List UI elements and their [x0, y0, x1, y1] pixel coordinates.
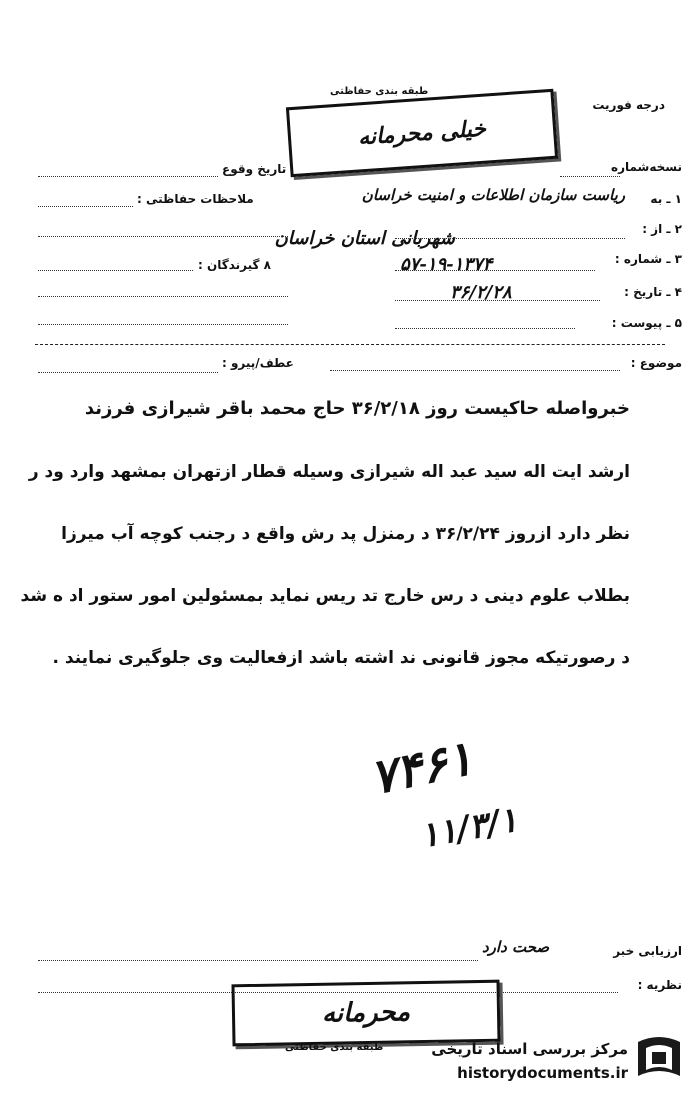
priority-stamp-caption: طبقه بندی حفاظتی [330, 86, 429, 97]
reference-label: عطف/پیرو : [222, 356, 294, 370]
date-label: ۴ ـ تاریخ : [624, 285, 682, 299]
reference-line [38, 372, 218, 373]
event-date-line [38, 176, 218, 177]
classification-stamp-text: محرمانه [321, 997, 411, 1029]
handwritten-date: ۱۱/۳/۱ [417, 799, 521, 857]
archive-logo-icon [632, 1034, 686, 1084]
number-label: ۳ ـ شماره : [614, 252, 682, 266]
date-line [395, 300, 600, 301]
evaluation-value: صحت دارد [482, 938, 550, 956]
to-label: ۱ ـ به [650, 192, 682, 206]
body-line-4: بطلاب علوم دینی د رس خارج تد ریس نماید بمسئولین امور ستور اد ه شد [20, 586, 630, 606]
priority-label: درجه فوریت [592, 98, 665, 112]
to-suffix-line [38, 206, 133, 207]
attachment-label: ۵ ـ پیوست : [611, 316, 682, 330]
evaluation-label: ارزیابی خبر [613, 944, 682, 958]
copy-number-line [560, 176, 620, 177]
evaluation-line [38, 960, 478, 961]
body-line-1: خبرواصله حاکیست روز ۳۶/۲/۱۸ حاج محمد باقر شیرازی فرزند [84, 398, 630, 419]
recipients-line [38, 270, 193, 271]
date-value: ۳۶/۲/۲۸ [450, 282, 512, 303]
to-value: ریاست سازمان اطلاعات و امنیت خراسان [361, 186, 625, 204]
archive-website: historydocuments.ir [457, 1064, 628, 1082]
body-line-3: نظر دارد ازروز ۳۶/۲/۲۴ د رمنزل پد رش واقع د رجنب کوچه آب میرزا [61, 524, 630, 544]
archive-org-name: مرکز بررسی اسناد تاریخی [431, 1040, 628, 1058]
left-line-2 [38, 296, 288, 297]
priority-stamp [286, 89, 558, 178]
header-divider [35, 344, 665, 345]
subject-label: موضوع : [630, 356, 682, 370]
left-line-1 [38, 236, 288, 237]
from-line [395, 238, 625, 239]
handwritten-number: ۷۴۶۱ [365, 729, 478, 807]
from-label: ۲ ـ از : [642, 222, 682, 236]
classification-stamp [231, 980, 500, 1047]
subject-line [330, 370, 620, 371]
body-line-2: ارشد ایت اله سید عبد اله شیرازی وسیله قطار ازتهران بمشهد وارد ود ر [28, 462, 630, 482]
attachment-line [395, 328, 575, 329]
number-line [395, 270, 595, 271]
recipients-label: ۸ گیرندگان : [198, 258, 271, 272]
opinion-label: نظریه : [637, 978, 682, 992]
event-date-label: تاریخ وقوع [222, 162, 287, 176]
left-line-3 [38, 324, 288, 325]
copy-number-label: نسخه‌شماره [611, 160, 682, 174]
body-line-5: د رصورتیکه مجوز قانونی ند اشته باشد ازفعالیت وی جلوگیری نمایند . [52, 648, 630, 668]
from-value: شهربانی استان خراسان [274, 228, 455, 249]
classification-stamp-caption: طبقه بندی حفاظتی [285, 1042, 384, 1053]
priority-stamp-text: خیلی محرمانه [357, 115, 487, 151]
to-suffix-label: ملاحظات حفاظتی : [137, 192, 254, 206]
number-value: ۵۷-۱۹-۱۳۷۴ [400, 254, 493, 275]
